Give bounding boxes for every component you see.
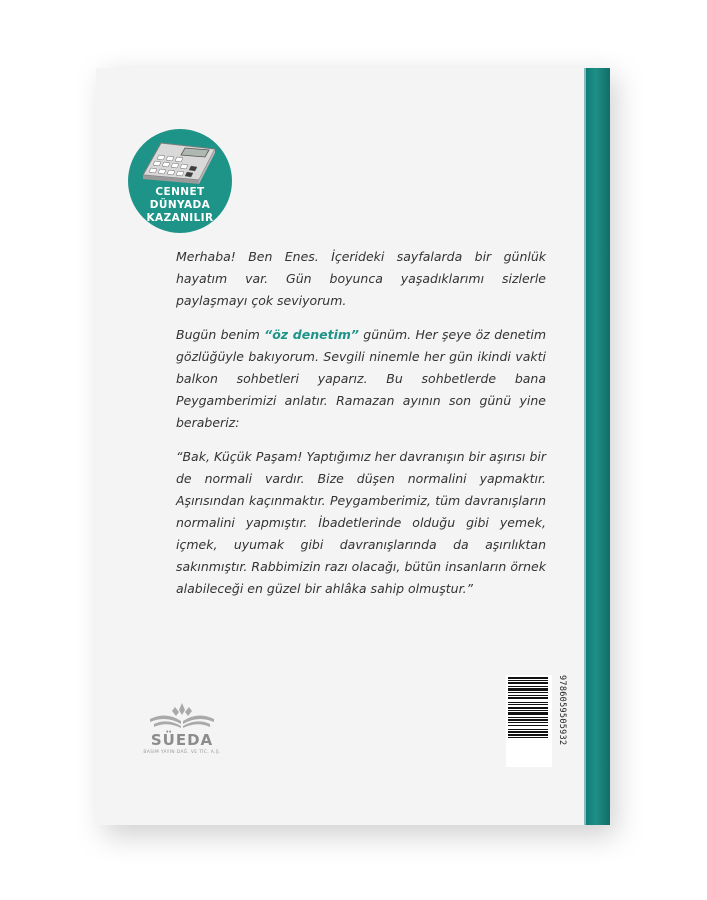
- paragraph-2-start: Bugün benim: [176, 327, 265, 342]
- publisher-logo-icon: [146, 701, 218, 731]
- paragraph-quote: “Bak, Küçük Paşam! Yaptığımız her davranışın bir aşırısı bir de normali vardır. Bize düşen normalini yapmaktır. Aşırısından kaçınmaktır. Peygamberimiz, tüm davranışların normalini yapmıştır. İbadetlerinde olduğu gibi yemek, içmek, uyumak gibi davranışlarında da aşırılıktan sakınmıştır. Rabbimizin razı olacağı, bütün insanların örnek alabileceği en güzel bir ahlâka sahip olmuştur.”: [176, 449, 546, 596]
- badge-text: [128, 186, 232, 225]
- badge-line-2: KAZANILIR: [146, 212, 214, 224]
- publisher-name: SÜEDA: [150, 731, 214, 749]
- paragraph-self-control: [176, 324, 546, 434]
- paragraph-2-rest: günüm. Her şeye öz denetim gözlüğüyle bakıyorum. Sevgili ninemle her gün ikindi vakti balkon sohbetleri yaparız. Bu sohbetlerde bana Peygamberimizi anlatır. Ramazan ayının son günü yine beraberiz:: [176, 327, 546, 430]
- paragraph-intro: Merhaba! Ben Enes. İçerideki sayfalarda bir günlük hayatım var. Gün boyunca yaşadıklarımı sizlerle paylaşmayı çok seviyorum.: [176, 249, 546, 308]
- barcode: [506, 675, 552, 767]
- book-spine: [584, 68, 610, 825]
- back-cover-text: [176, 246, 546, 612]
- calculator-icon: [139, 135, 219, 185]
- publisher-subtitle: BASIM YAYIN DAĞ. VE TİC. A.Ş.: [143, 750, 221, 755]
- highlight-term: “öz denetim”: [264, 327, 359, 342]
- badge-line-1: CENNET DÜNYADA: [149, 186, 211, 211]
- spine-edge: [584, 68, 586, 825]
- isbn-number: 9786059505932: [557, 675, 567, 746]
